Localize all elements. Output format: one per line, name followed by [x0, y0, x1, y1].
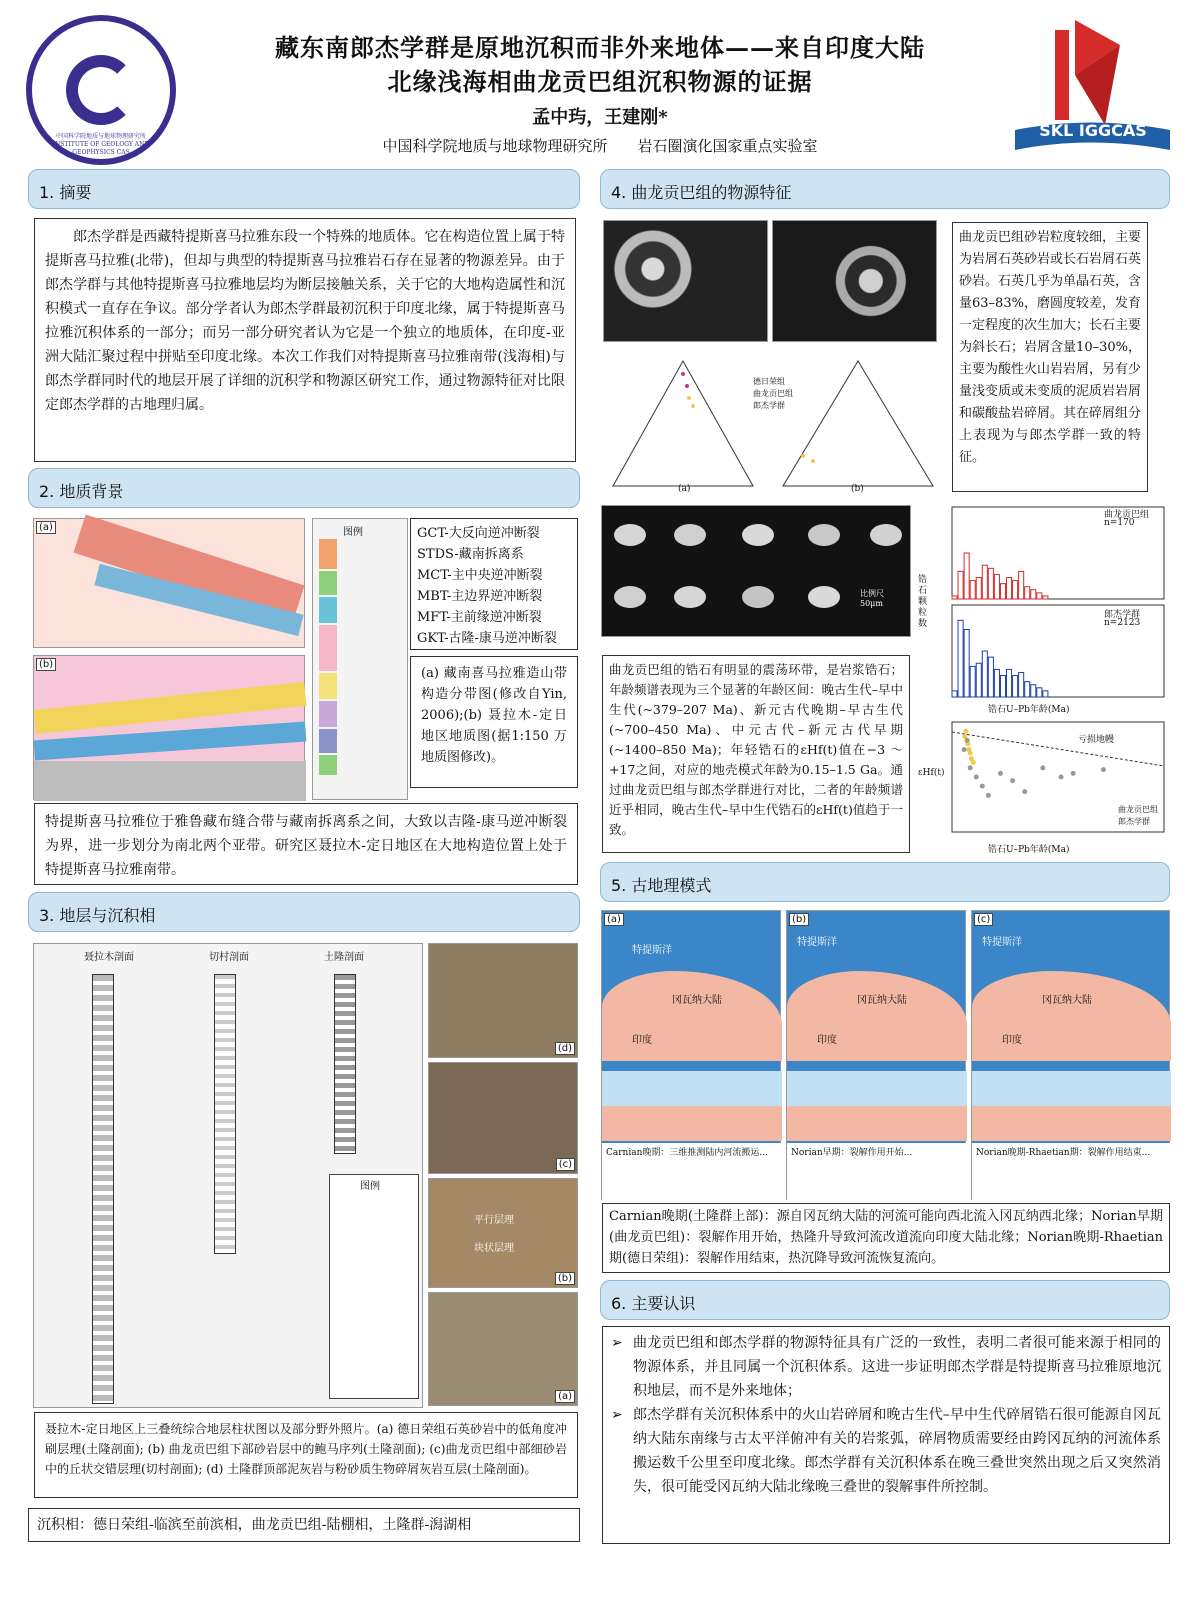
fault-mct: MCT-主中央逆冲断裂	[417, 568, 543, 583]
poster-title-line1: 藏东南郎杰学群是原地沉积而非外来地体——来自印度大陆	[275, 33, 925, 62]
skl-logo-text: SKL IGGCAS	[1039, 121, 1147, 140]
panel-b-land-label: 冈瓦纳大陆	[857, 995, 907, 1006]
legend-swatch-1	[319, 539, 337, 569]
paleogeo-panel-c	[971, 910, 1170, 1200]
paleogeo-text: Carnian晚期(土隆群上部)：源自冈瓦纳大陆的河流可能向西北流入冈瓦纳西北缘；Norian早期(曲龙贡巴组)：裂解作用开始，热隆升导致河流改道流向印度大陆北缘；Norian晚期-Rhaetian期(德日荣组)：裂解作用结束，热沉降导致河流恢复流向。	[602, 1203, 1170, 1273]
hf-scatter-svg	[918, 718, 1170, 858]
legend-swatch-5	[319, 673, 337, 699]
panel-a-land	[602, 971, 782, 1061]
ternary-label-a: (a)	[678, 484, 691, 494]
legend-swatch-6	[319, 701, 337, 727]
section-4-heading: 4. 曲龙贡巴组的物源特征	[600, 169, 1170, 209]
panel-c-label: (c)	[974, 913, 993, 926]
thin-section-photo-1	[603, 220, 768, 342]
photo-a-label: (a)	[555, 1390, 575, 1403]
histogram-bar	[1037, 593, 1042, 599]
zircon-grain-5	[870, 524, 902, 546]
hf-curve-label: 亏损地幔	[1078, 735, 1115, 745]
conclusion-text-1: 曲龙贡巴组和郎杰学群的物源特征具有广泛的一致性，表明二者很可能来源于相同的物源体系，并且同属一个沉积体系。这进一步证明郎杰学群是特提斯喜马拉雅原地沉积地层，而不是外来地体；	[633, 1335, 1161, 1399]
ternary-legend-1: 德日荣组	[753, 377, 785, 386]
skl-logo-icon	[1005, 15, 1175, 165]
ternary-diagrams	[603, 346, 938, 496]
zircon-text: 曲龙贡巴组的锆石有明显的震荡环带，是岩浆锆石；年龄频谱表现为三个显著的年龄区间：晚古生代–早中生代(~379–207 Ma)、新元古代晚期–早古生代(~700–450 Ma)、中元古代–新元古代早期(~1400–850 Ma)；年轻锆石的εHf(t)值在−3 ～+17之间，对应的地壳模式年龄为0.15–1.5 Ga。通过曲龙贡巴组与郎杰学群进行对比，二者的年龄频谱近乎相同，晚古生代–早中生代锆石的εHf(t)值趋于一致。	[602, 655, 910, 853]
stratigraphy-legend-column	[312, 518, 408, 800]
histogram-bar	[958, 620, 963, 697]
abstract-text: 郎杰学群是西藏特提斯喜马拉雅东段一个特殊的地质体。它在构造位置上属于特提斯喜马拉雅(北带)，但却与典型的特提斯喜马拉雅岩石存在显著的物源差异。由于郎杰学群与其他特提斯喜马拉雅地层均为断层接触关系，关于它的大地构造属性和沉积模式一直存在争议。部分学者认为郎杰学群最初沉积于印度北缘，属于特提斯喜马拉雅沉积体系的一部分；而另一部分研究者认为它是一个独立的地质体，在印度-亚洲大陆汇聚过程中拼贴至印度北缘。本次工作我们对特提斯喜马拉雅南带(浅海相)与郎杰学群同时代的地层开展了详细的沉积学和物源区研究工作，通过物源特征对比限定郎杰学群的古地理归属。	[34, 218, 576, 462]
histogram-mid-label-1: 郎杰学群	[1104, 610, 1141, 620]
zircon-grain-7	[674, 586, 706, 608]
hf-point-qulonggongba	[971, 760, 976, 765]
panel-a-label: (a)	[604, 913, 624, 926]
histogram-bar	[1031, 685, 1036, 697]
histogram-bar	[1019, 672, 1024, 697]
hf-legend-1: 曲龙贡巴组	[1118, 805, 1158, 814]
field-photo-d	[428, 943, 578, 1058]
panel-c-sea: 特提斯洋	[982, 937, 1022, 948]
paleogeo-panel-b	[786, 910, 966, 1200]
histogram-bar	[982, 651, 987, 697]
thin-section-photo-2	[772, 220, 937, 342]
geology-figure-caption: (a) 藏南喜马拉雅造山带构造分带图(修改自Yin, 2006);(b) 聂拉木-定日地区地质图(据1:150 万地质图修改)。	[410, 656, 578, 788]
zircon-scale-bar: 比例尺 50μm	[860, 589, 884, 608]
depleted-mantle-line	[952, 732, 1164, 766]
histogram-bar	[994, 669, 999, 697]
histogram-bar	[1000, 676, 1005, 697]
tectonic-map-a	[33, 518, 305, 648]
hf-point-qulonggongba	[968, 751, 973, 756]
fault-gkt: GKT-古隆-康马逆冲断裂	[417, 631, 557, 646]
column-qiecun	[214, 974, 236, 1254]
ternary-label-b: (b)	[851, 484, 864, 494]
hf-point-langjie	[998, 771, 1003, 776]
map-a-label: (a)	[36, 521, 56, 534]
zircon-grain-4	[808, 524, 840, 546]
panel-b-label: (b)	[789, 913, 809, 926]
stratigraphy-caption: 聂拉木-定日地区上三叠统综合地层柱状图以及部分野外照片。(a) 德日荣组石英砂岩中的低角度冲刷层理(土隆剖面); (b) 曲龙贡巴组下部砂岩层中的鲍马序列(土隆剖面); (c)曲龙贡巴组中部细砂岩中的丘状交错层理(切村剖面); (d) 土隆群顶部泥灰岩与粉砂质生物碎屑灰岩互层(土隆剖面)。	[34, 1412, 578, 1498]
histogram-bar	[988, 568, 993, 599]
iggcas-logo	[26, 15, 176, 165]
paleogeo-panel-a	[601, 910, 781, 1200]
section-2-heading: 2. 地质背景	[28, 468, 580, 508]
hf-scatter-chart	[918, 718, 1170, 858]
histogram-bar	[952, 691, 957, 697]
hf-point-langjie	[1071, 771, 1076, 776]
zircon-cl-images	[601, 505, 911, 637]
section-6-heading: 6. 主要认识	[600, 1280, 1170, 1320]
hf-legend-2: 郎杰学群	[1118, 817, 1150, 826]
panel-c-land-label: 冈瓦纳大陆	[1042, 995, 1092, 1006]
histogram-bar	[970, 581, 975, 599]
histogram-top-label-1: 曲龙贡巴组	[1104, 510, 1150, 520]
map-b-label: (b)	[36, 658, 56, 671]
field-photo-a	[428, 1292, 578, 1406]
fault-gct: GCT-大反向逆冲断裂	[417, 526, 540, 541]
panel-a-land-label: 冈瓦纳大陆	[672, 995, 722, 1006]
zircon-grain-6	[614, 586, 646, 608]
panel-a-caption: Carnian晚期：三维推测陆内河流搬运...	[606, 1148, 768, 1158]
logo-swirl-icon	[66, 55, 136, 125]
legend-swatch-3	[319, 597, 337, 623]
panel-c-cross-section	[972, 1071, 1171, 1141]
field-photo-b	[428, 1178, 578, 1288]
column-title-qiecun: 切村剖面	[209, 952, 249, 963]
histogram-bar	[970, 666, 975, 697]
hf-point-langjie	[1040, 765, 1045, 770]
photo-b-label: (b)	[555, 1272, 575, 1285]
histogram-bar	[1043, 691, 1048, 697]
panel-b-india: 印度	[817, 1035, 837, 1046]
hf-point-langjie	[1101, 767, 1106, 772]
panel-b-cross-section	[787, 1071, 967, 1141]
histogram-ylabel: 锆石颗粒数	[918, 575, 928, 629]
histogram-bar	[1000, 584, 1005, 599]
legend-swatch-7	[319, 729, 337, 753]
conclusion-text-2: 郎杰学群有关沉积体系中的火山岩碎屑和晚古生代–早中生代碎屑锆石很可能源自冈瓦纳大陆东南缘与古太平洋俯冲有关的岩浆弧，碎屑物质需要经由跨冈瓦纳的河流体系搬运数千公里至印度北缘。郎杰学群有关沉积体系在晚三叠世突然出现之后又突然消失，很可能受冈瓦纳大陆北缘晚三叠世的裂解事件所控制。	[633, 1407, 1161, 1495]
hf-point-langjie	[968, 765, 973, 770]
histogram-bar	[1037, 688, 1042, 697]
bullet-icon: ➢	[611, 1407, 623, 1423]
panel-b-land	[787, 971, 967, 1061]
column-title-nyalam: 聂拉木剖面	[84, 952, 134, 963]
histogram-bar	[952, 596, 957, 599]
section-5-heading: 5. 古地理模式	[600, 862, 1170, 902]
histogram-top-label-2: n=170	[1104, 518, 1135, 528]
hf-point-langjie	[980, 784, 985, 789]
ternary-legend-3: 郎杰学群	[753, 401, 785, 410]
panel-a-india: 印度	[632, 1035, 652, 1046]
zircon-grain-9	[808, 586, 840, 608]
zircon-grain-3	[742, 524, 774, 546]
hf-point-langjie	[1059, 775, 1064, 780]
facies-text: 沉积相：德日荣组-临滨至前滨相，曲龙贡巴组-陆棚相，土隆群-潟湖相	[28, 1508, 580, 1542]
column-nyalam	[92, 974, 114, 1404]
fault-mbt: MBT-主边界逆冲断裂	[417, 589, 543, 604]
hf-point-langjie	[1010, 778, 1015, 783]
photo-c-label: (c)	[556, 1158, 575, 1171]
histogram-bar	[1019, 571, 1024, 599]
histogram-bar	[1025, 682, 1030, 697]
column-tulong	[334, 974, 356, 1154]
histogram-bar	[958, 571, 963, 599]
geologic-map-b	[33, 655, 305, 800]
ternary-legend-2: 曲龙贡巴组	[753, 389, 793, 398]
zircon-grain-1	[614, 524, 646, 546]
photo-b-text1: 平行层理	[474, 1215, 514, 1226]
histogram-bar	[988, 657, 993, 697]
logo-ring-text: 中国科学院地质与地球物理研究所 INSTITUTE OF GEOLOGY AND GEOPHYSICS CAS	[52, 133, 150, 156]
histogram-bar	[1025, 587, 1030, 599]
histogram-bar	[1013, 581, 1018, 599]
panel-c-india: 印度	[1002, 1035, 1022, 1046]
hf-point-qulonggongba	[963, 729, 968, 734]
map-b-unit-gray	[34, 761, 306, 801]
geology-text: 特提斯喜马拉雅位于雅鲁藏布缝合带与藏南拆离系之间，大致以吉隆-康马逆冲断裂为界，进一步划分为南北两个亚带。研究区聂拉木-定日地区在大地构造位置上处于特提斯喜马拉雅南带。	[34, 803, 578, 885]
fault-stds: STDS-藏南拆离系	[417, 547, 524, 562]
histogram-bar	[1031, 590, 1036, 599]
hf-point-langjie	[986, 793, 991, 798]
field-photo-c	[428, 1062, 578, 1174]
histogram-mid-label-2: n=2123	[1104, 618, 1141, 628]
panel-a-sea: 特提斯洋	[632, 945, 672, 956]
hf-point-langjie	[1022, 789, 1027, 794]
conclusions-box	[602, 1326, 1170, 1544]
affiliation: 中国科学院地质与地球物理研究所 岩石圈演化国家重点实验室	[382, 137, 818, 155]
histogram-xlabel: 锆石U–Pb年龄(Ma)	[988, 705, 1070, 715]
hf-point-langjie	[974, 775, 979, 780]
panel-b-caption: Norian早期：裂解作用开始...	[791, 1148, 913, 1158]
fault-list	[410, 518, 578, 650]
hf-point-langjie	[965, 738, 970, 743]
conclusion-item-1	[611, 1331, 1161, 1403]
conclusion-item-2	[611, 1403, 1161, 1499]
zircon-grain-2	[674, 524, 706, 546]
panel-a-cross-section	[602, 1071, 782, 1141]
histogram-bar	[1007, 578, 1012, 599]
histogram-bar	[976, 578, 981, 599]
legend-title: 图例	[343, 527, 363, 538]
column-title-tulong: 土隆剖面	[324, 952, 364, 963]
hf-point-langjie	[962, 747, 967, 752]
bullet-icon: ➢	[611, 1335, 623, 1351]
petrography-text: 曲龙贡巴组砂岩粒度较细，主要为岩屑石英砂岩或长石岩屑石英砂岩。石英几乎为单晶石英，含量63–83%，磨圆度较差，发育一定程度的次生加大；长石主要为斜长石；岩屑含量10–30%，主要为酸性火山岩岩屑，另有少量浅变质或未变质的泥质岩岩屑和碳酸盐岩碎屑。其在碎屑组分上表现为与郎杰学群一致的特征。	[952, 222, 1148, 492]
histogram-bar	[982, 565, 987, 599]
photo-d-label: (d)	[555, 1042, 575, 1055]
fault-mft: MFT-主前缘逆冲断裂	[417, 610, 542, 625]
zircon-grain-8	[742, 586, 774, 608]
section-1-heading: 1. 摘要	[28, 169, 580, 209]
histogram-bar	[976, 663, 981, 697]
histogram-bar	[1007, 669, 1012, 697]
strat-legend-box	[329, 1174, 419, 1399]
poster-title-line2: 北缘浅海相曲龙贡巴组沉积物源的证据	[387, 67, 813, 96]
legend-swatch-8	[319, 755, 337, 775]
legend-swatch-2	[319, 571, 337, 595]
authors: 孟中玙，王建刚*	[532, 107, 668, 128]
photo-b-text2: 块状层理	[474, 1243, 514, 1254]
panel-c-caption: Norian晚期-Rhaetian期：裂解作用结束...	[976, 1148, 1151, 1158]
strat-legend-title: 图例	[360, 1181, 380, 1192]
histogram-bar	[964, 630, 969, 697]
panel-b-sea: 特提斯洋	[797, 937, 837, 948]
hf-xlabel: 锆石U–Pb年龄(Ma)	[988, 845, 1070, 855]
legend-swatch-4	[319, 625, 337, 671]
ternary-svg	[603, 346, 938, 496]
histogram-bar	[964, 553, 969, 599]
histogram-bar	[1043, 596, 1048, 599]
histogram-bar	[1013, 676, 1018, 697]
section-3-heading: 3. 地层与沉积相	[28, 892, 580, 932]
histogram-bar	[994, 574, 999, 599]
panel-c-land	[972, 971, 1171, 1061]
age-histogram-chart	[918, 505, 1170, 717]
hf-ylabel: εHf(t)	[918, 768, 945, 778]
stratigraphic-columns	[33, 943, 423, 1408]
skl-logo	[1005, 15, 1175, 165]
